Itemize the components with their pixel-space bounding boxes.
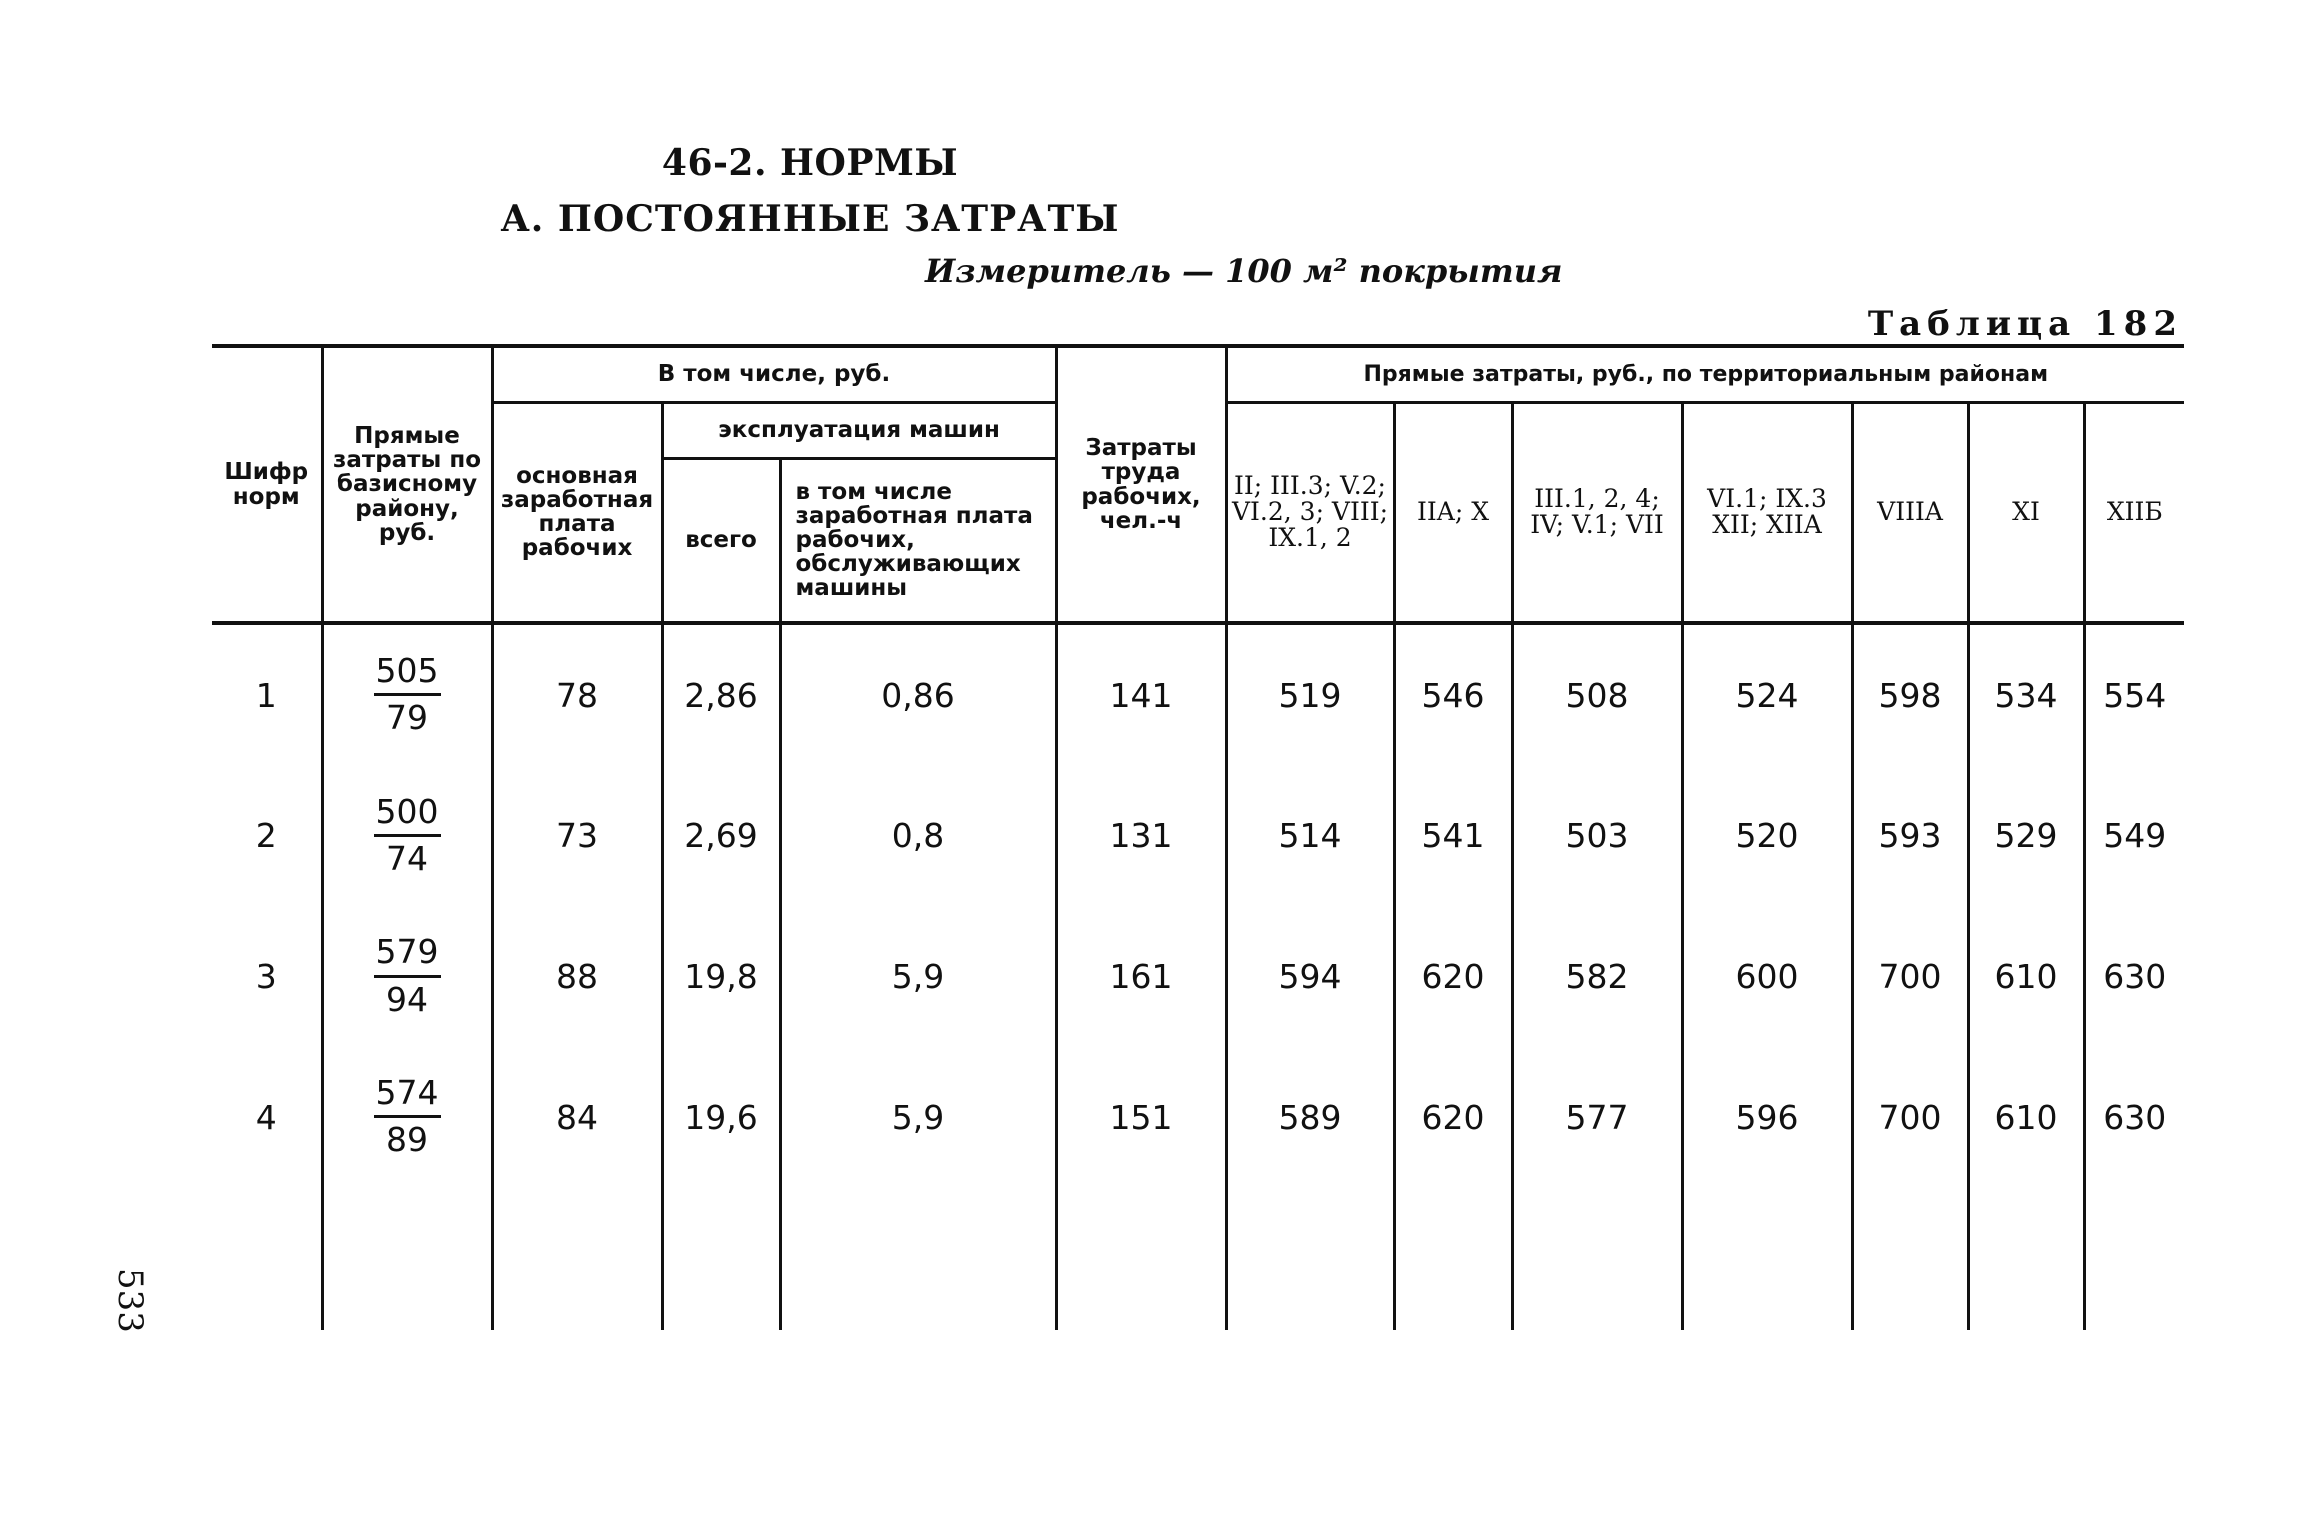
col-header-region-5: VIIIA bbox=[1852, 402, 1968, 623]
machine-total-cell: 19,6 bbox=[662, 1047, 780, 1188]
row-code: 3 bbox=[255, 956, 277, 996]
row-code: 1 bbox=[255, 675, 277, 715]
region-cell: 577 bbox=[1512, 1047, 1682, 1188]
region-cell: 541 bbox=[1394, 766, 1512, 907]
fraction-numerator: 505 bbox=[374, 653, 441, 696]
labor-cell: 131 bbox=[1056, 766, 1226, 907]
row-code: 2 bbox=[255, 816, 277, 856]
col-header-machine-wage: в том числе заработная плата рабочих, обслуживающих машины bbox=[780, 458, 1056, 623]
labor-cell: 161 bbox=[1056, 906, 1226, 1047]
direct-costs-cell bbox=[322, 906, 492, 1047]
table-blank-row bbox=[212, 1187, 2184, 1330]
region-cell: 630 bbox=[2084, 906, 2184, 1047]
blank-cell bbox=[662, 1187, 780, 1330]
region-cell: 519 bbox=[1226, 623, 1394, 766]
blank-cell bbox=[1226, 1187, 1394, 1330]
col-header-regional-costs: Прямые затраты, руб., по территориальным районам bbox=[1226, 346, 2184, 402]
blank-cell bbox=[1512, 1187, 1682, 1330]
col-header-region-7: XIIБ bbox=[2084, 402, 2184, 623]
fraction-denominator: 89 bbox=[386, 1120, 428, 1160]
fraction-numerator: 500 bbox=[374, 794, 441, 837]
blank-cell bbox=[1394, 1187, 1512, 1330]
col-header-including: В том числе, руб. bbox=[492, 346, 1056, 402]
region-cell: 582 bbox=[1512, 906, 1682, 1047]
base-wage-cell: 73 bbox=[492, 766, 662, 907]
region-cell: 610 bbox=[1968, 1047, 2084, 1188]
col-header-base-wage: основная заработная плата рабочих bbox=[492, 402, 662, 623]
fraction bbox=[374, 653, 441, 737]
labor-cell: 141 bbox=[1056, 623, 1226, 766]
col-header-region-2: IIA; X bbox=[1394, 402, 1512, 623]
row-code: 4 bbox=[255, 1097, 277, 1137]
blank-cell bbox=[492, 1187, 662, 1330]
blank-cell bbox=[1056, 1187, 1226, 1330]
region-cell: 598 bbox=[1852, 623, 1968, 766]
region-cell: 549 bbox=[2084, 766, 2184, 907]
fraction-numerator: 579 bbox=[374, 934, 441, 977]
blank-cell bbox=[1682, 1187, 1852, 1330]
base-wage-cell: 88 bbox=[492, 906, 662, 1047]
region-cell: 600 bbox=[1682, 906, 1852, 1047]
labor-cell: 151 bbox=[1056, 1047, 1226, 1188]
col-header-code: Шифр норм bbox=[224, 459, 309, 510]
fraction bbox=[374, 791, 441, 879]
region-cell: 594 bbox=[1226, 906, 1394, 1047]
machine-wage-cell: 5,9 bbox=[780, 906, 1056, 1047]
section-title: 46-2. НОРМЫ bbox=[661, 142, 959, 184]
table-row bbox=[212, 906, 2184, 1047]
direct-costs-cell bbox=[322, 1047, 492, 1188]
blank-cell bbox=[1968, 1187, 2084, 1330]
region-cell: 620 bbox=[1394, 1047, 1512, 1188]
region-cell: 596 bbox=[1682, 1047, 1852, 1188]
col-header-labor: Затраты труда рабочих, чел.-ч bbox=[1056, 346, 1226, 623]
table-label: Таблица 182 bbox=[1867, 304, 2183, 344]
norms-table bbox=[212, 344, 2184, 1330]
col-header-region-3: III.1, 2, 4; IV; V.1; VII bbox=[1512, 402, 1682, 623]
region-cell: 700 bbox=[1852, 906, 1968, 1047]
machine-wage-cell: 5,9 bbox=[780, 1047, 1056, 1188]
col-header-direct-costs: Прямые затраты по базисному району, руб. bbox=[322, 346, 492, 623]
region-cell: 520 bbox=[1682, 766, 1852, 907]
blank-cell bbox=[780, 1187, 1056, 1330]
machine-wage-cell: 0,86 bbox=[780, 623, 1056, 766]
page-number: 533 bbox=[110, 1268, 150, 1333]
col-header-region-6: XI bbox=[1968, 402, 2084, 623]
region-cell: 554 bbox=[2084, 623, 2184, 766]
table-row bbox=[212, 623, 2184, 766]
blank-cell bbox=[322, 1187, 492, 1330]
col-header-region-1: II; III.3; V.2; VI.2, 3; VIII; IX.1, 2 bbox=[1226, 402, 1394, 623]
col-header-machine-operation: эксплуатация машин bbox=[662, 402, 1056, 458]
region-cell: 589 bbox=[1226, 1047, 1394, 1188]
region-cell: 546 bbox=[1394, 623, 1512, 766]
blank-cell bbox=[212, 1187, 322, 1330]
region-cell: 630 bbox=[2084, 1047, 2184, 1188]
base-wage-cell: 84 bbox=[492, 1047, 662, 1188]
table-row bbox=[212, 766, 2184, 907]
col-header-region-4: VI.1; IX.3 XII; XIIA bbox=[1682, 402, 1852, 623]
fraction bbox=[374, 934, 441, 1018]
fraction bbox=[374, 1072, 441, 1160]
col-header-machine-total: всего bbox=[662, 458, 780, 623]
region-cell: 534 bbox=[1968, 623, 2084, 766]
blank-cell bbox=[2084, 1187, 2184, 1330]
base-wage-cell: 78 bbox=[492, 623, 662, 766]
blank-cell bbox=[1852, 1187, 1968, 1330]
fraction-denominator: 94 bbox=[386, 979, 428, 1019]
machine-total-cell: 19,8 bbox=[662, 906, 780, 1047]
region-cell: 514 bbox=[1226, 766, 1394, 907]
region-cell: 700 bbox=[1852, 1047, 1968, 1188]
region-cell: 593 bbox=[1852, 766, 1968, 907]
region-cell: 524 bbox=[1682, 623, 1852, 766]
fraction-denominator: 79 bbox=[386, 698, 428, 738]
fraction-numerator: 574 bbox=[374, 1075, 441, 1118]
machine-total-cell: 2,69 bbox=[662, 766, 780, 907]
region-cell: 503 bbox=[1512, 766, 1682, 907]
direct-costs-cell bbox=[322, 623, 492, 766]
region-cell: 620 bbox=[1394, 906, 1512, 1047]
direct-costs-cell bbox=[322, 766, 492, 907]
region-cell: 508 bbox=[1512, 623, 1682, 766]
region-cell: 610 bbox=[1968, 906, 2084, 1047]
table-row bbox=[212, 1047, 2184, 1188]
fraction-denominator: 74 bbox=[386, 839, 428, 879]
region-cell: 529 bbox=[1968, 766, 2084, 907]
table-header bbox=[212, 346, 2184, 623]
machine-total-cell: 2,86 bbox=[662, 623, 780, 766]
unit-line: Измеритель — 100 м² покрытия bbox=[925, 252, 1563, 290]
subsection-title: А. ПОСТОЯННЫЕ ЗАТРАТЫ bbox=[500, 198, 1120, 240]
machine-wage-cell: 0,8 bbox=[780, 766, 1056, 907]
